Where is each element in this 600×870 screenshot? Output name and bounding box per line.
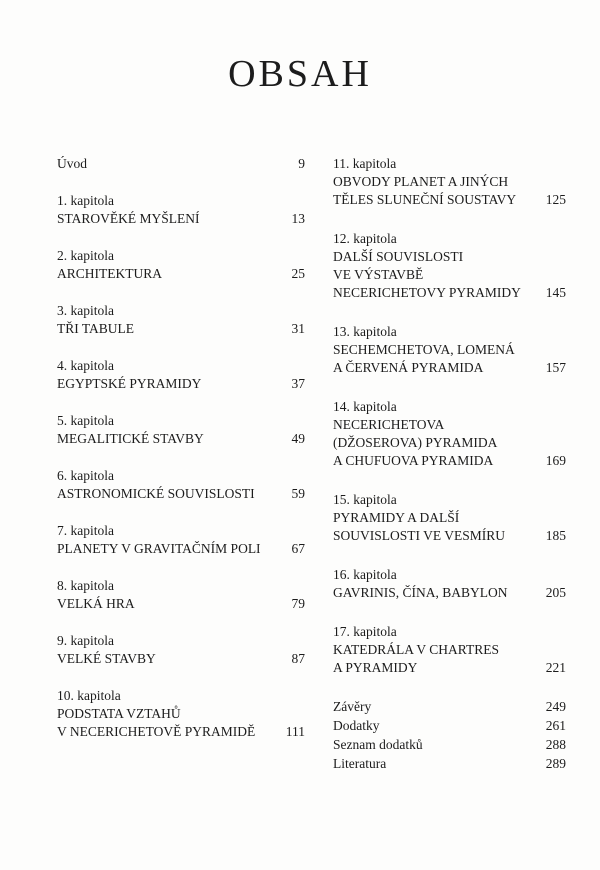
chapter-title-line: PLANETY V GRAVITAČNÍM POLI xyxy=(57,541,261,556)
chapter-title-line: PODSTATA VZTAHŮ xyxy=(57,706,181,721)
chapter-label: 5. kapitola xyxy=(57,413,114,428)
toc-entry-title xyxy=(57,192,200,228)
toc-entry-title xyxy=(57,632,156,668)
toc-entry[interactable] xyxy=(333,698,566,716)
toc-entry-title xyxy=(57,577,135,613)
chapter-title-line: V NECERICHETOVĚ PYRAMIDĚ xyxy=(57,724,256,739)
chapter-title-line: VELKÉ STAVBY xyxy=(57,651,156,666)
chapter-label: 15. kapitola xyxy=(333,492,397,507)
toc-entry-title xyxy=(333,491,505,545)
page-number: 37 xyxy=(291,376,305,391)
page-number: 25 xyxy=(291,266,305,281)
chapter-label: 11. kapitola xyxy=(333,156,397,171)
chapter-title-line: PYRAMIDY A DALŠÍ xyxy=(333,510,460,525)
toc-entry-title xyxy=(57,247,162,283)
toc-entry-title xyxy=(57,155,87,173)
page-number: 288 xyxy=(545,737,566,752)
chapter-title-line: ASTRONOMICKÉ SOUVISLOSTI xyxy=(57,486,255,501)
chapter-title-line: A CHUFUOVA PYRAMIDA xyxy=(333,453,494,468)
chapter-title-line: A PYRAMIDY xyxy=(333,660,418,675)
toc-entry[interactable] xyxy=(57,192,305,228)
toc-entry[interactable] xyxy=(333,323,566,377)
chapter-label: 7. kapitola xyxy=(57,523,114,538)
toc-entry[interactable] xyxy=(57,302,305,338)
chapter-title-line: EGYPTSKÉ PYRAMIDY xyxy=(57,376,202,391)
page-title: OBSAH xyxy=(228,53,372,95)
page-number: 249 xyxy=(545,699,566,714)
toc-entry-title xyxy=(333,755,386,773)
chapter-label: 2. kapitola xyxy=(57,248,114,263)
page-number: 185 xyxy=(545,528,566,543)
page-number: 169 xyxy=(545,453,566,468)
chapter-label: 8. kapitola xyxy=(57,578,114,593)
chapter-title-line: SECHEMCHETOVA, LOMENÁ xyxy=(333,342,515,357)
page-number: 289 xyxy=(545,756,566,771)
chapter-title-line: STAROVĚKÉ MYŠLENÍ xyxy=(57,211,200,226)
page-number: 205 xyxy=(545,585,566,600)
toc-entry[interactable] xyxy=(57,357,305,393)
chapter-label: 13. kapitola xyxy=(333,324,397,339)
chapter-title-line: DALŠÍ SOUVISLOSTI xyxy=(333,249,464,264)
chapter-label: 16. kapitola xyxy=(333,567,397,582)
toc-entry[interactable] xyxy=(57,412,305,448)
toc-entry[interactable] xyxy=(333,717,566,735)
toc-back-matter xyxy=(333,698,566,773)
chapter-title-line: VELKÁ HRA xyxy=(57,596,135,611)
chapter-title-line: MEGALITICKÉ STAVBY xyxy=(57,431,204,446)
chapter-title-line: VE VÝSTAVBĚ xyxy=(333,267,424,282)
toc-entry[interactable] xyxy=(57,687,305,741)
page-number: 67 xyxy=(291,541,305,556)
toc-entry-title xyxy=(333,323,515,377)
chapter-title-line: TŘI TABULE xyxy=(57,321,135,336)
chapter-title-line: SOUVISLOSTI VE VESMÍRU xyxy=(333,528,506,543)
toc-entry-title xyxy=(57,412,204,448)
chapter-label: 6. kapitola xyxy=(57,468,114,483)
toc-entry[interactable] xyxy=(57,522,305,558)
chapter-title-line: OBVODY PLANET A JINÝCH xyxy=(333,174,509,189)
toc-entry-title xyxy=(333,623,499,677)
toc-chapters-right xyxy=(333,155,566,677)
page-number: 157 xyxy=(545,360,566,375)
chapter-title-line: Úvod xyxy=(57,156,87,171)
toc-entry[interactable] xyxy=(333,230,566,302)
chapter-title-line: Seznam dodatků xyxy=(333,737,423,752)
chapter-label: 14. kapitola xyxy=(333,399,397,414)
page-number: 221 xyxy=(545,660,566,675)
toc-entry-title xyxy=(333,398,497,470)
toc-entry[interactable] xyxy=(333,623,566,677)
page-number: 145 xyxy=(545,285,566,300)
toc-entry-title xyxy=(333,698,371,716)
chapter-label: 10. kapitola xyxy=(57,688,121,703)
toc-entry-title xyxy=(333,566,508,602)
toc-entry[interactable] xyxy=(333,755,566,773)
toc-entry-title xyxy=(333,717,380,735)
page-number: 87 xyxy=(291,651,305,666)
chapter-label: 4. kapitola xyxy=(57,358,114,373)
chapter-title-line: TĚLES SLUNEČNÍ SOUSTAVY xyxy=(333,192,517,207)
toc-entry[interactable] xyxy=(333,398,566,470)
toc-entry[interactable] xyxy=(333,155,566,209)
chapter-title-line: Dodatky xyxy=(333,718,380,733)
chapter-label: 1. kapitola xyxy=(57,193,114,208)
toc-entry-title xyxy=(333,736,423,754)
page-number: 9 xyxy=(298,156,305,171)
chapter-title-line: GAVRINIS, ČÍNA, BABYLON xyxy=(333,585,508,600)
chapter-title-line: (DŽOSEROVA) PYRAMIDA xyxy=(333,435,498,450)
toc-entry[interactable] xyxy=(333,566,566,602)
toc-right-column xyxy=(333,155,566,774)
page-number: 31 xyxy=(291,321,305,336)
chapter-title-line: KATEDRÁLA V CHARTRES xyxy=(333,642,499,657)
chapter-title-line: ARCHITEKTURA xyxy=(57,266,162,281)
chapter-title-line: Literatura xyxy=(333,756,387,771)
toc-entry[interactable] xyxy=(333,491,566,545)
chapter-label: 3. kapitola xyxy=(57,303,114,318)
toc-entry[interactable] xyxy=(57,467,305,503)
toc-entry-title xyxy=(57,302,134,338)
toc-entry-title xyxy=(57,522,261,558)
toc-entry[interactable] xyxy=(57,632,305,668)
chapter-label: 17. kapitola xyxy=(333,624,397,639)
chapter-label: 12. kapitola xyxy=(333,231,397,246)
chapter-title-line: NECERICHETOVA xyxy=(333,417,445,432)
toc-entry[interactable] xyxy=(57,155,305,173)
page-number: 111 xyxy=(285,724,305,739)
toc-entry-title xyxy=(57,467,255,503)
page-number: 125 xyxy=(545,192,566,207)
toc-entry-title xyxy=(333,230,521,302)
page-number: 49 xyxy=(291,431,305,446)
chapter-title-line: A ČERVENÁ PYRAMIDA xyxy=(333,360,484,375)
chapter-title-line: Závěry xyxy=(333,699,372,714)
toc-entry-title xyxy=(57,687,255,741)
chapter-title-line: NECERICHETOVY PYRAMIDY xyxy=(333,285,521,300)
toc-entry[interactable] xyxy=(57,247,305,283)
page-number: 261 xyxy=(545,718,566,733)
page-number: 59 xyxy=(291,486,305,501)
page-number: 13 xyxy=(291,211,305,226)
chapter-label: 9. kapitola xyxy=(57,633,114,648)
toc-entry[interactable] xyxy=(333,736,566,754)
toc-entry-title xyxy=(57,357,201,393)
toc-entry-title xyxy=(333,155,516,209)
toc-entry[interactable] xyxy=(57,577,305,613)
page-number: 79 xyxy=(291,596,305,611)
toc-left-column xyxy=(57,155,305,760)
